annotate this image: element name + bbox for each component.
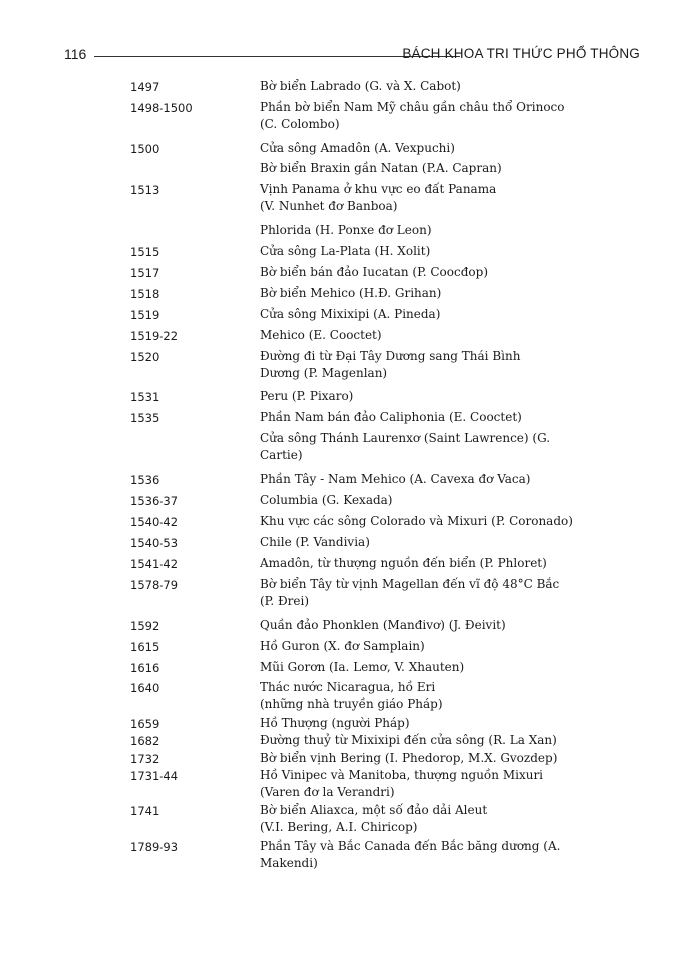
entry-description-line: Quần đảo Phonklen (Manđivơ) (J. Đeivit) <box>260 618 506 632</box>
entry-description-line: Cửa sông Mixixipi (A. Pineda) <box>260 307 441 321</box>
entry-description-line: Thác nước Nicaragua, hồ Eri <box>260 680 436 694</box>
entry-description-line: Bờ biển Braxin gần Natan (P.A. Capran) <box>260 161 502 175</box>
entry-description-line: Phần Tây và Bắc Canada đến Bắc băng dương (A. <box>260 839 561 853</box>
entry-year: 1789-93 <box>130 840 179 854</box>
entry-description-line: Vịnh Panama ở khu vực eo đất Panama <box>260 182 497 196</box>
entry-description-line: Hồ Thượng (người Pháp) <box>260 716 410 730</box>
entry-year: 1540-53 <box>130 536 179 550</box>
entry-description <box>260 555 600 572</box>
entry-description-line: Đường thuỷ từ Mixixipi đến cửa sông (R. La Xan) <box>260 733 557 747</box>
entry-description-line: Hồ Guron (X. đơ Samplain) <box>260 639 425 653</box>
entry-description <box>260 471 600 488</box>
entry-description-line: (Varen đơ la Verandri) <box>260 785 395 799</box>
page-header <box>64 46 640 66</box>
entry-description <box>260 140 600 157</box>
entry-year: 1536-37 <box>130 494 179 508</box>
entry-description <box>260 327 600 344</box>
entry-description <box>260 617 600 634</box>
entry-description <box>260 750 600 767</box>
entry-year: 1682 <box>130 734 160 748</box>
entry-year: 1520 <box>130 350 160 364</box>
entry-year: 1616 <box>130 661 160 675</box>
entry-description <box>260 492 600 509</box>
page-number: 116 <box>64 46 87 62</box>
entry-year: 1531 <box>130 390 160 404</box>
entry-description-line: Chile (P. Vandivia) <box>260 535 370 549</box>
entry-year: 1536 <box>130 473 160 487</box>
entry-description-line: Phlorida (H. Ponxe đơ Leon) <box>260 223 432 237</box>
entry-year: 1541-42 <box>130 557 179 571</box>
entry-year: 1515 <box>130 245 160 259</box>
entry-description <box>260 715 600 732</box>
entry-description-line: Bờ biển Tây từ vịnh Magellan đến vĩ độ 48°C Bắc <box>260 577 560 591</box>
entry-description <box>260 78 600 95</box>
book-title: BÁCH KHOA TRI THỨC PHỔ THÔNG <box>402 46 640 61</box>
entry-description-line: Bờ biển bán đảo Iucatan (P. Coocđop) <box>260 265 488 279</box>
entry-year: 1518 <box>130 287 160 301</box>
entry-description <box>260 388 600 405</box>
entry-description <box>260 638 600 655</box>
entry-description-line: Dương (P. Magenlan) <box>260 366 388 380</box>
entry-description-line: (những nhà truyền giáo Pháp) <box>260 697 443 711</box>
entry-description <box>260 534 600 551</box>
entry-description-line: Phần Tây - Nam Mehico (A. Cavexa đơ Vaca) <box>260 472 531 486</box>
entry-description-line: Amadôn, từ thượng nguồn đến biển (P. Phloret) <box>260 556 547 570</box>
entry-description-line: Cửa sông La-Plata (H. Xolit) <box>260 244 431 258</box>
entry-description <box>260 264 600 281</box>
entry-year: 1519-22 <box>130 329 179 343</box>
entry-description-line: Bờ biển Aliaxca, một số đảo dải Aleut <box>260 803 488 817</box>
entry-description-line: Hồ Vinipec và Manitoba, thượng nguồn Mixuri <box>260 768 544 782</box>
entry-year: 1519 <box>130 308 160 322</box>
entry-description-line: Cartie) <box>260 448 303 462</box>
entry-description <box>260 838 600 872</box>
entry-description <box>260 243 600 260</box>
entry-year: 1535 <box>130 411 160 425</box>
entry-year: 1659 <box>130 717 160 731</box>
entry-year: 1497 <box>130 80 160 94</box>
entry-year: 1540-42 <box>130 515 179 529</box>
entry-description <box>260 181 600 215</box>
entry-description <box>260 160 600 177</box>
entry-description <box>260 99 600 133</box>
entry-description <box>260 285 600 302</box>
entry-description-line: Cửa sông Amadôn (A. Vexpuchi) <box>260 141 455 155</box>
entry-year: 1500 <box>130 142 160 156</box>
entry-year: 1592 <box>130 619 160 633</box>
entry-description <box>260 732 600 749</box>
entry-description <box>260 679 600 713</box>
entry-year: 1732 <box>130 752 160 766</box>
entry-description-line: Bờ biển Mehico (H.Đ. Grihan) <box>260 286 442 300</box>
entry-description <box>260 306 600 323</box>
entry-description-line: (P. Đrei) <box>260 594 309 608</box>
entry-year: 1640 <box>130 681 160 695</box>
entry-description <box>260 767 600 801</box>
entry-description-line: Đường đi từ Đại Tây Dương sang Thái Bình <box>260 349 521 363</box>
entry-description-line: Mũi Gorơn (Ia. Lemơ, V. Xhauten) <box>260 660 465 674</box>
entry-description-line: Cửa sông Thánh Laurenxơ (Saint Lawrence) (G. <box>260 431 551 445</box>
entry-description <box>260 576 600 610</box>
entry-year: 1731-44 <box>130 769 179 783</box>
entry-description <box>260 659 600 676</box>
entry-description-line: Mehico (E. Cooctet) <box>260 328 382 342</box>
entry-year: 1513 <box>130 183 160 197</box>
entry-description <box>260 802 600 836</box>
entry-description <box>260 348 600 382</box>
entry-description-line: Phần bờ biển Nam Mỹ châu gần châu thổ Orinoco <box>260 100 565 114</box>
entry-description-line: Peru (P. Pixaro) <box>260 389 354 403</box>
entry-year: 1517 <box>130 266 160 280</box>
entry-description-line: Columbia (G. Kexada) <box>260 493 393 507</box>
entry-year: 1578-79 <box>130 578 179 592</box>
entry-description-line: Makendi) <box>260 856 318 870</box>
entry-description <box>260 513 600 530</box>
entry-description-line: Phần Nam bán đảo Caliphonia (E. Cooctet) <box>260 410 522 424</box>
entry-description-line: (C. Colombo) <box>260 117 340 131</box>
entry-description-line: Khu vực các sông Colorado và Mixuri (P. Coronado) <box>260 514 573 528</box>
entry-description <box>260 409 600 426</box>
entry-year: 1741 <box>130 804 160 818</box>
entry-description <box>260 430 600 464</box>
entry-description <box>260 222 600 239</box>
entry-description-line: (V.I. Bering, A.I. Chiricop) <box>260 820 418 834</box>
entry-description-line: Bờ biển Labrado (G. và X. Cabot) <box>260 79 461 93</box>
entry-year: 1615 <box>130 640 160 654</box>
entry-description-line: Bờ biển vịnh Bering (I. Phedorop, M.X. Gvozdep) <box>260 751 558 765</box>
entry-description-line: (V. Nunhet đơ Banboa) <box>260 199 398 213</box>
entry-year: 1498-1500 <box>130 101 193 115</box>
